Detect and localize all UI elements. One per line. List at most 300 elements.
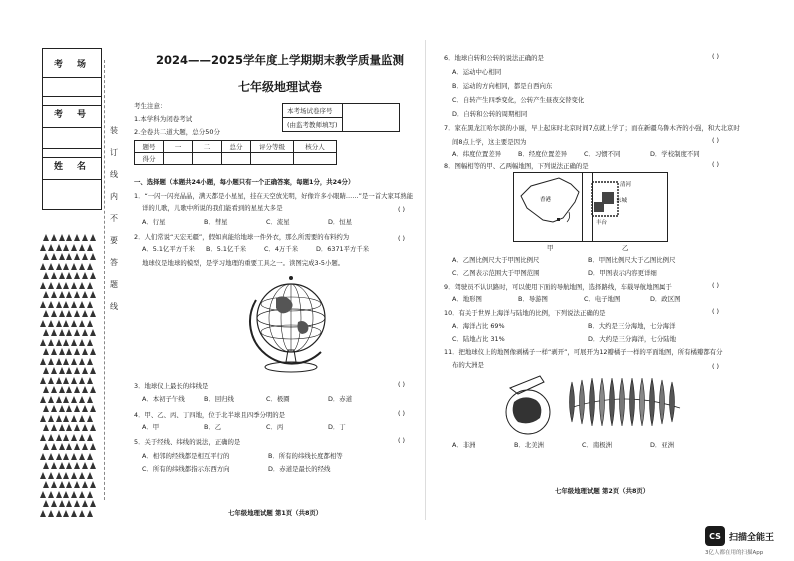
triangle-mark — [40, 339, 46, 346]
triangle-mark — [71, 415, 77, 422]
triangle-mark — [79, 434, 85, 441]
page1-footer: 七年级地理试题 第1页（共8页） — [228, 509, 323, 517]
triangle-mark — [56, 453, 62, 460]
scanner-watermark — [705, 526, 774, 546]
map-label-qinghe: 清河 — [620, 182, 632, 188]
triangle-mark — [43, 462, 49, 469]
triangle-mark — [40, 415, 46, 422]
q9-line1: 9．驾驶员不认识路时，可以使用下面的导航地图，选择路线，车载导航地图属于 — [444, 283, 672, 291]
triangle-mark — [59, 443, 65, 450]
triangle-mark — [79, 320, 85, 327]
triangle-mark — [43, 367, 49, 374]
q11-line2: 布的大洲是 — [452, 361, 484, 369]
q9-option-d[interactable]: D．政区图 — [650, 295, 681, 303]
q9-option-a[interactable]: A．地形图 — [452, 295, 482, 303]
triangle-mark — [51, 291, 57, 298]
triangle-mark — [74, 405, 80, 412]
triangle-mark — [74, 481, 80, 488]
triangle-mark — [40, 263, 46, 270]
q8-answer-paren[interactable]: ( ) — [712, 160, 720, 168]
q7-option-a[interactable]: A．纬度位置差异 — [452, 150, 502, 158]
triangle-mark — [74, 462, 80, 469]
triangle-pattern — [40, 234, 104, 526]
triangle-mark — [51, 462, 57, 469]
triangle-mark — [56, 510, 62, 517]
exam-subtitle: 七年级地理试卷 — [237, 80, 322, 94]
triangle-mark — [63, 301, 69, 308]
triangle-mark — [56, 320, 62, 327]
triangle-mark — [43, 386, 49, 393]
triangle-mark — [90, 462, 96, 469]
globe-intro: 地球仪是地球的模型，是学习地理的重要工具之一。读图完成3-5小题。 — [142, 259, 345, 267]
score-header-1: 一 — [164, 141, 193, 153]
triangle-mark — [87, 244, 93, 251]
q1-option-b[interactable]: B．彗星 — [204, 218, 228, 226]
triangle-mark — [66, 462, 72, 469]
triangle-mark — [87, 339, 93, 346]
notes-item-1: 1.本学科为闭卷考试 — [134, 115, 193, 123]
triangle-mark — [63, 320, 69, 327]
triangle-mark — [79, 358, 85, 365]
triangle-mark — [48, 377, 54, 384]
seat-number-table — [282, 103, 400, 132]
triangle-mark — [56, 491, 62, 498]
seat-number-note: (由监考教师填写) — [283, 118, 343, 132]
score-cell[interactable] — [294, 153, 337, 165]
triangle-mark — [56, 263, 62, 270]
q2-answer-paren[interactable]: ( ) — [398, 234, 406, 242]
q2-line1: 2．人们常说“天宏无疆”，假如真能给地球一件外衣，那么所需要的布料约为 — [134, 233, 350, 241]
name-label: 姓名 — [53, 162, 100, 172]
q9-option-b[interactable]: B．导游图 — [518, 295, 548, 303]
q5-option-a[interactable]: A．相邻的经线都是相互平行的 — [142, 452, 230, 460]
triangle-mark — [59, 424, 65, 431]
triangle-mark — [56, 396, 62, 403]
triangle-mark — [71, 301, 77, 308]
triangle-mark — [66, 272, 72, 279]
map-yi-label: 乙 — [622, 244, 629, 252]
triangle-mark — [87, 396, 93, 403]
q9-answer-paren[interactable]: ( ) — [712, 281, 720, 289]
triangle-mark — [79, 377, 85, 384]
triangle-mark — [40, 377, 46, 384]
exam-title: 2024——2025学年度上学期期末教学质量监测 — [155, 53, 404, 67]
triangle-mark — [63, 472, 69, 479]
q10-option-b[interactable]: B．大约是三分海地，七分海洋 — [588, 322, 676, 330]
triangle-mark — [79, 301, 85, 308]
triangle-mark — [87, 320, 93, 327]
q8-option-d[interactable]: D．甲图表示内容更详细 — [588, 269, 657, 277]
map-label-hongkong: 香港 — [540, 197, 552, 203]
triangle-mark — [63, 491, 69, 498]
q2-option-d[interactable]: D．6371平方千米 — [316, 245, 370, 253]
q10-line1: 10．有关于世界上海洋与陆地的比例，下列说法正确的是 — [444, 309, 606, 317]
seal-word: 答 — [110, 258, 118, 267]
q6-option-d[interactable]: D．自转和公转的周期相同 — [452, 110, 528, 118]
q11-option-a[interactable]: A．非洲 — [452, 441, 476, 449]
globe-continent — [298, 321, 309, 334]
triangle-mark — [56, 472, 62, 479]
q4-line1: 4．甲、乙、丙、丁四地，位于北半球且四季分明的是 — [134, 411, 286, 419]
triangle-mark — [79, 415, 85, 422]
triangle-mark — [90, 272, 96, 279]
triangle-mark — [40, 434, 46, 441]
q7-answer-paren[interactable]: ( ) — [712, 136, 720, 144]
triangle-mark — [82, 253, 88, 260]
triangle-mark — [74, 310, 80, 317]
triangle-mark — [40, 491, 46, 498]
triangle-mark — [56, 301, 62, 308]
triangle-mark — [63, 396, 69, 403]
triangle-mark — [79, 472, 85, 479]
triangle-mark — [56, 339, 62, 346]
triangle-mark — [82, 310, 88, 317]
triangle-mark — [90, 481, 96, 488]
triangle-mark — [87, 377, 93, 384]
triangle-mark — [51, 253, 57, 260]
seal-words — [108, 120, 120, 318]
triangle-mark — [82, 462, 88, 469]
q6-answer-paren[interactable]: ( ) — [712, 52, 720, 60]
q5-option-c[interactable]: C．所有的纬线都指示东西方向 — [142, 465, 230, 473]
triangle-mark — [90, 348, 96, 355]
triangle-mark — [66, 443, 72, 450]
notes-heading: 考生注意： — [134, 102, 167, 110]
triangle-mark — [74, 329, 80, 336]
q8-line1: 8．图幅相等的甲、乙两幅地图，下列说法正确的是 — [444, 162, 589, 170]
triangle-mark — [79, 510, 85, 517]
exam-room-label: 考场 — [53, 60, 100, 70]
triangle-mark — [59, 253, 65, 260]
triangle-mark — [66, 405, 72, 412]
seat-number-label: 本考场试卷序号 — [283, 104, 343, 118]
triangle-mark — [51, 367, 57, 374]
triangle-mark — [82, 367, 88, 374]
triangle-mark — [74, 367, 80, 374]
triangle-mark — [90, 424, 96, 431]
triangle-mark — [82, 272, 88, 279]
q11-line1: 11．把地球仪上的地图像剥橘子一样“剥开”，可展开为12瓣橘子一样的平面地图，所有橘瓣都有分 — [444, 348, 723, 356]
q2-option-b[interactable]: B．5.1亿千米 — [206, 245, 247, 253]
exam-number-label: 考号 — [53, 110, 100, 120]
q1-option-a[interactable]: A．行星 — [142, 218, 166, 226]
triangle-mark — [71, 339, 77, 346]
q4-option-c[interactable]: C．丙 — [266, 423, 284, 431]
q5-option-d[interactable]: D．赤道是最长的经线 — [268, 465, 331, 473]
triangle-mark — [59, 405, 65, 412]
watermark-name: 扫描全能王 — [729, 532, 775, 543]
q1-option-d[interactable]: D．恒星 — [328, 218, 353, 226]
triangle-mark — [82, 443, 88, 450]
triangle-mark — [90, 367, 96, 374]
q3-line1: 3．地球仪上最长的纬线是 — [134, 382, 209, 390]
q4-option-a[interactable]: A．甲 — [142, 423, 160, 431]
q8-option-a[interactable]: A．乙图比例尺大于甲图比例尺 — [452, 256, 540, 264]
triangle-mark — [63, 263, 69, 270]
triangle-mark — [51, 386, 57, 393]
triangle-mark — [40, 320, 46, 327]
triangle-mark — [40, 510, 46, 517]
triangle-mark — [71, 510, 77, 517]
triangle-mark — [90, 253, 96, 260]
triangle-mark — [51, 424, 57, 431]
q2-option-c[interactable]: C．4万千米 — [264, 245, 299, 253]
triangle-mark — [71, 491, 77, 498]
triangle-mark — [79, 339, 85, 346]
q3-option-c[interactable]: C．极圈 — [266, 395, 290, 403]
triangle-mark — [51, 272, 57, 279]
triangle-mark — [71, 320, 77, 327]
q11-option-c[interactable]: C．南极洲 — [582, 441, 613, 449]
triangle-mark — [48, 282, 54, 289]
triangle-mark — [87, 453, 93, 460]
triangle-mark — [43, 500, 49, 507]
triangle-mark — [66, 386, 72, 393]
q6-option-c[interactable]: C．自转产生四季变化，公转产生昼夜交替变化 — [452, 96, 585, 104]
q11-option-b[interactable]: B．北美洲 — [514, 441, 544, 449]
triangle-mark — [66, 291, 72, 298]
q7-options — [452, 149, 700, 158]
q3-option-b[interactable]: B．回归线 — [204, 395, 234, 403]
triangle-mark — [59, 367, 65, 374]
candidate-notes — [134, 100, 220, 139]
triangle-mark — [63, 453, 69, 460]
triangle-mark — [63, 282, 69, 289]
triangle-mark — [79, 491, 85, 498]
triangle-mark — [59, 291, 65, 298]
triangle-mark — [43, 348, 49, 355]
triangle-mark — [74, 253, 80, 260]
q5-option-b[interactable]: B．所有的纬线长度都相等 — [268, 452, 343, 460]
triangle-mark — [66, 481, 72, 488]
triangle-mark — [71, 263, 77, 270]
score-cell[interactable] — [222, 153, 251, 165]
triangle-mark — [40, 472, 46, 479]
q4-option-d[interactable]: D．丁 — [328, 423, 346, 431]
triangle-mark — [90, 329, 96, 336]
triangle-mark — [51, 348, 57, 355]
q5-line1: 5．关于经线、纬线的说法，正确的是 — [134, 438, 241, 446]
triangle-mark — [56, 244, 62, 251]
knife — [510, 376, 544, 394]
triangle-mark — [48, 472, 54, 479]
triangle-mark — [59, 272, 65, 279]
triangle-mark — [43, 405, 49, 412]
triangle-mark — [59, 234, 65, 241]
triangle-mark — [90, 291, 96, 298]
triangle-mark — [74, 291, 80, 298]
q1-answer-paren[interactable]: ( ) — [398, 205, 406, 213]
triangle-mark — [56, 434, 62, 441]
seal-word: 线 — [110, 302, 118, 311]
triangle-mark — [48, 301, 54, 308]
triangle-mark — [74, 443, 80, 450]
triangle-mark — [59, 329, 65, 336]
triangle-mark — [43, 329, 49, 336]
peeled-globe-figure — [500, 368, 690, 438]
triangle-mark — [40, 396, 46, 403]
watermark-tagline: 3亿人都在用的扫描App — [705, 550, 764, 556]
triangle-mark — [82, 234, 88, 241]
seat-number-field[interactable] — [342, 104, 399, 132]
triangle-mark — [79, 453, 85, 460]
q8-option-b[interactable]: B．甲图比例尺大于乙图比例尺 — [588, 256, 676, 264]
triangle-mark — [40, 453, 46, 460]
triangle-mark — [87, 472, 93, 479]
triangle-mark — [56, 282, 62, 289]
triangle-mark — [87, 263, 93, 270]
name-box — [42, 148, 102, 210]
triangle-mark — [87, 415, 93, 422]
triangle-mark — [51, 500, 57, 507]
triangle-mark — [74, 424, 80, 431]
triangle-mark — [48, 244, 54, 251]
q7-option-d[interactable]: D．学校制度不同 — [650, 150, 700, 158]
triangle-mark — [63, 510, 69, 517]
triangle-mark — [59, 310, 65, 317]
triangle-mark — [66, 367, 72, 374]
q6-option-a[interactable]: A．运动中心相同 — [452, 68, 502, 76]
score-cell[interactable] — [251, 153, 294, 165]
triangle-mark — [48, 263, 54, 270]
score-cell[interactable] — [193, 153, 222, 165]
q8-option-c[interactable]: C．乙图表示范围大于甲图范围 — [452, 269, 540, 277]
q3-option-d[interactable]: D．赤道 — [328, 395, 353, 403]
triangle-mark — [79, 396, 85, 403]
seal-word: 线 — [110, 170, 118, 179]
map-jia-label: 甲 — [547, 244, 554, 252]
seal-word: 内 — [110, 192, 118, 201]
triangle-mark — [87, 301, 93, 308]
triangle-mark — [51, 405, 57, 412]
q9-option-c[interactable]: C．电子地图 — [584, 295, 621, 303]
triangle-mark — [43, 234, 49, 241]
triangle-mark — [48, 434, 54, 441]
triangle-mark — [56, 377, 62, 384]
triangle-mark — [59, 386, 65, 393]
triangle-mark — [59, 462, 65, 469]
triangle-mark — [71, 244, 77, 251]
q10-option-a[interactable]: A．海洋占比 69% — [452, 322, 505, 330]
triangle-mark — [82, 481, 88, 488]
triangle-mark — [90, 443, 96, 450]
q5-answer-paren[interactable]: ( ) — [398, 436, 406, 444]
q2-option-a[interactable]: A．5.1亿平方千米 — [142, 245, 195, 253]
seal-word: 装 — [110, 126, 118, 135]
triangle-mark — [48, 453, 54, 460]
camscanner-logo-icon: CS — [705, 526, 725, 546]
q1-line2: 详的儿歌，儿歌中所说的我们能看到的星星大多是 — [142, 204, 283, 212]
triangle-mark — [71, 396, 77, 403]
q7-option-b[interactable]: B．经度位置差异 — [518, 150, 568, 158]
seal-word: 不 — [110, 214, 118, 223]
q10-option-c[interactable]: C．陆地占比 31% — [452, 335, 505, 343]
triangle-mark — [87, 358, 93, 365]
binding-line — [104, 60, 105, 500]
triangle-mark — [90, 405, 96, 412]
page-divider — [425, 40, 426, 520]
q10-answer-paren[interactable]: ( ) — [712, 307, 720, 315]
triangle-mark — [87, 491, 93, 498]
triangle-mark — [90, 234, 96, 241]
triangle-mark — [40, 244, 46, 251]
triangle-mark — [82, 386, 88, 393]
triangle-mark — [87, 510, 93, 517]
triangle-mark — [56, 415, 62, 422]
triangle-mark — [48, 339, 54, 346]
triangle-mark — [63, 358, 69, 365]
triangle-mark — [71, 472, 77, 479]
q11-answer-paren[interactable]: ( ) — [712, 362, 720, 370]
triangle-mark — [82, 348, 88, 355]
q7-line1: 7．家在黑龙江哈尔滨的小丽，早上起床时北京时间7点就上学了；而在新疆乌鲁木齐的小强，和大北京时 — [444, 124, 740, 132]
score-header-0: 题号 — [135, 141, 164, 153]
triangle-mark — [59, 481, 65, 488]
triangle-mark — [71, 358, 77, 365]
triangle-mark — [48, 415, 54, 422]
triangle-mark — [71, 453, 77, 460]
score-row-label: 得分 — [135, 153, 164, 165]
triangle-mark — [43, 481, 49, 488]
triangle-mark — [63, 377, 69, 384]
q11-option-d[interactable]: D．亚洲 — [650, 441, 675, 449]
triangle-mark — [66, 253, 72, 260]
triangle-mark — [71, 434, 77, 441]
triangle-mark — [74, 234, 80, 241]
triangle-mark — [90, 500, 96, 507]
triangle-mark — [74, 272, 80, 279]
triangle-mark — [90, 386, 96, 393]
q1-option-c[interactable]: C．流星 — [266, 218, 290, 226]
map-yi — [582, 172, 668, 242]
triangle-mark — [82, 500, 88, 507]
triangle-mark — [66, 234, 72, 241]
triangle-mark — [51, 234, 57, 241]
triangle-mark — [66, 500, 72, 507]
score-header-5: 核分人 — [294, 141, 337, 153]
q6-option-b[interactable]: B．运动的方向相同，都是自西向东 — [452, 82, 553, 90]
triangle-mark — [51, 481, 57, 488]
triangle-mark — [59, 348, 65, 355]
q9-options — [452, 294, 680, 303]
q3-answer-paren[interactable]: ( ) — [398, 380, 406, 388]
triangle-mark — [82, 424, 88, 431]
q4-option-b[interactable]: B．乙 — [204, 423, 222, 431]
triangle-mark — [66, 424, 72, 431]
triangle-mark — [87, 282, 93, 289]
q4-options — [142, 422, 346, 431]
triangle-mark — [43, 253, 49, 260]
triangle-mark — [82, 405, 88, 412]
q3-option-a[interactable]: A．本初子午线 — [142, 395, 185, 403]
q3-options — [142, 394, 352, 403]
triangle-mark — [43, 310, 49, 317]
score-cell[interactable] — [164, 153, 193, 165]
q10-option-d[interactable]: D．大约是三分海洋，七分陆地 — [588, 335, 676, 343]
triangle-mark — [79, 244, 85, 251]
q7-option-c[interactable]: C．习惯不同 — [584, 150, 621, 158]
q4-answer-paren[interactable]: ( ) — [398, 409, 406, 417]
triangle-mark — [40, 358, 46, 365]
triangle-mark — [82, 329, 88, 336]
triangle-mark — [79, 263, 85, 270]
score-header-4: 评分等级 — [251, 141, 294, 153]
q7-line2: 间8点上学，这主要是因为 — [452, 138, 527, 146]
q2-options — [142, 244, 369, 253]
triangle-mark — [74, 386, 80, 393]
triangle-mark — [59, 500, 65, 507]
score-header-3: 总分 — [222, 141, 251, 153]
